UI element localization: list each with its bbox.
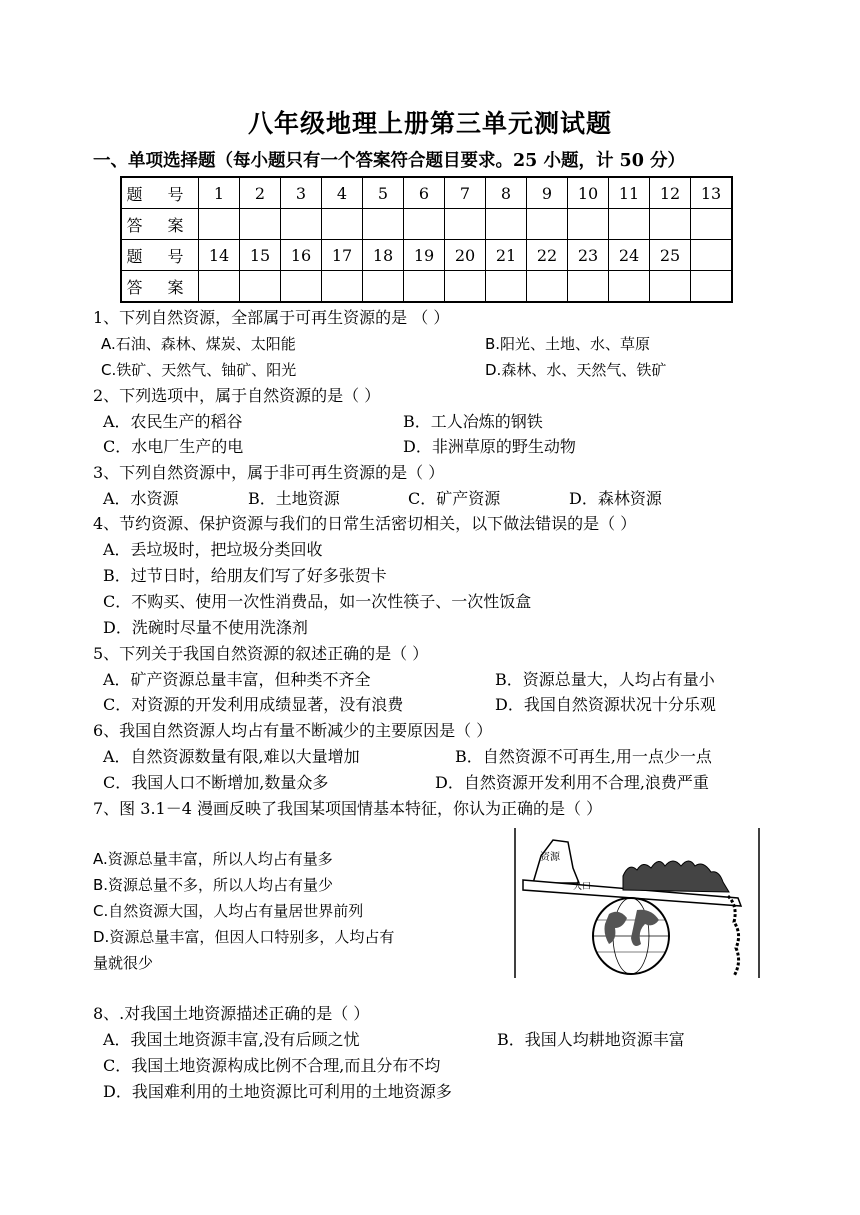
page-title: 八年级地理上册第三单元测试题 xyxy=(247,109,612,138)
answer-cell[interactable] xyxy=(650,209,691,240)
question-number-cell: 11 xyxy=(609,177,650,209)
section-heading: 一、单项选择题（每小题只有一个答案符合题目要求。25 小题，计 50 分） xyxy=(93,151,685,171)
question-5-stem: 5、下列关于我国自然资源的叙述正确的是（ ） xyxy=(93,644,429,663)
question-2-option-d: D．非洲草原的野生动物 xyxy=(403,437,576,456)
question-3-option-a: A．水资源 xyxy=(103,489,179,508)
question-3-option-c: C．矿产资源 xyxy=(408,489,501,508)
question-number-cell: 7 xyxy=(445,177,486,209)
question-number-cell: 14 xyxy=(199,240,240,271)
question-8-option-d: D．我国难利用的土地资源比可利用的土地资源多 xyxy=(103,1082,452,1101)
question-number-cell: 15 xyxy=(240,240,281,271)
question-number-cell: 8 xyxy=(486,177,527,209)
table-row xyxy=(121,240,732,271)
question-number-cell: 19 xyxy=(404,240,445,271)
answer-cell[interactable] xyxy=(322,271,363,303)
question-7-option-a: A.资源总量丰富，所以人均占有量多 xyxy=(93,850,333,868)
question-number-cell: 20 xyxy=(445,240,486,271)
answer-cell[interactable] xyxy=(281,271,322,303)
answer-cell[interactable] xyxy=(691,209,733,240)
question-2-stem: 2、下列选项中，属于自然资源的是（ ） xyxy=(93,386,381,405)
answer-cell[interactable] xyxy=(240,271,281,303)
question-2-option-b: B．工人冶炼的钢铁 xyxy=(403,412,543,431)
question-5-option-b: B．资源总量大，人均占有量小 xyxy=(495,670,715,689)
answer-cell[interactable] xyxy=(363,209,404,240)
question-number-cell: 25 xyxy=(650,240,691,271)
question-1-stem: 1、下列自然资源，全部属于可再生资源的是 （ ） xyxy=(93,308,450,327)
answer-cell[interactable] xyxy=(322,209,363,240)
question-number-cell: 12 xyxy=(650,177,691,209)
answer-cell[interactable] xyxy=(281,209,322,240)
question-6-option-b: B．自然资源不可再生,用一点少一点 xyxy=(455,747,712,766)
question-7-option-d-continued: 量就很少 xyxy=(93,954,154,972)
answer-cell[interactable] xyxy=(240,209,281,240)
question-number-cell: 21 xyxy=(486,240,527,271)
answer-cell[interactable] xyxy=(691,271,733,303)
answer-cell[interactable] xyxy=(199,209,240,240)
question-6-option-a: A．自然资源数量有限,难以大量增加 xyxy=(103,747,360,766)
answer-cell[interactable] xyxy=(568,271,609,303)
table-row xyxy=(121,271,732,303)
answer-cell[interactable] xyxy=(404,271,445,303)
question-number-cell: 6 xyxy=(404,177,445,209)
crowd-of-people xyxy=(623,861,729,892)
question-6-stem: 6、我国自然资源人均占有量不断减少的主要原因是（ ） xyxy=(93,721,493,740)
question-number-cell: 5 xyxy=(363,177,404,209)
question-6-option-d: D．自然资源开发利用不合理,浪费严重 xyxy=(435,773,709,792)
question-number-cell: 18 xyxy=(363,240,404,271)
rock-label: 资源 xyxy=(540,852,560,863)
answer-cell[interactable] xyxy=(527,209,568,240)
row-label: 题 号 xyxy=(121,177,199,209)
question-4-stem: 4、节约资源、保护资源与我们的日常生活密切相关，以下做法错误的是（ ） xyxy=(93,514,637,533)
question-2-option-c: C．水电厂生产的电 xyxy=(103,437,244,456)
question-number-cell: 1 xyxy=(199,177,240,209)
question-7-option-b: B.资源总量不多，所以人均占有量少 xyxy=(93,876,334,894)
table-row xyxy=(121,177,732,209)
question-number-cell: 10 xyxy=(568,177,609,209)
people-falling xyxy=(728,896,739,976)
question-8-option-b: B．我国人均耕地资源丰富 xyxy=(497,1030,685,1049)
question-8-stem: 8、.对我国土地资源描述正确的是（ ） xyxy=(93,1004,370,1023)
question-1-option-c: C.铁矿、天然气、铀矿、阳光 xyxy=(101,361,297,379)
question-number-cell: 24 xyxy=(609,240,650,271)
answer-cell[interactable] xyxy=(363,271,404,303)
question-number-cell: 16 xyxy=(281,240,322,271)
question-number-cell: 17 xyxy=(322,240,363,271)
answer-cell[interactable] xyxy=(486,271,527,303)
question-number-cell: 4 xyxy=(322,177,363,209)
answer-cell[interactable] xyxy=(527,271,568,303)
question-5-option-d: D．我国自然资源状况十分乐观 xyxy=(495,695,716,714)
question-number-cell: 23 xyxy=(568,240,609,271)
answer-cell[interactable] xyxy=(609,271,650,303)
resource-population-cartoon xyxy=(513,828,761,978)
question-number-cell: 13 xyxy=(691,177,733,209)
row-label: 答 案 xyxy=(121,271,199,303)
question-number-cell xyxy=(691,240,733,271)
row-label: 题 号 xyxy=(121,240,199,271)
question-number-cell: 2 xyxy=(240,177,281,209)
question-4-option-b: B．过节日时，给朋友们写了好多张贺卡 xyxy=(103,566,387,585)
question-number-cell: 3 xyxy=(281,177,322,209)
answer-cell[interactable] xyxy=(486,209,527,240)
question-3-stem: 3、下列自然资源中，属于非可再生资源的是（ ） xyxy=(93,463,445,482)
answer-cell[interactable] xyxy=(199,271,240,303)
question-number-cell: 22 xyxy=(527,240,568,271)
question-6-option-c: C．我国人口不断增加,数量众多 xyxy=(103,773,329,792)
question-4-option-d: D．洗碗时尽量不使用洗涤剂 xyxy=(103,618,308,637)
question-7-stem: 7、图 3.1－4 漫画反映了我国某项国情基本特征，你认为正确的是（ ） xyxy=(93,799,603,818)
answer-cell[interactable] xyxy=(404,209,445,240)
answer-cell[interactable] xyxy=(445,209,486,240)
question-2-option-a: A．农民生产的稻谷 xyxy=(103,412,243,431)
question-3-option-b: B．土地资源 xyxy=(248,489,340,508)
question-1-option-a: A.石油、森林、煤炭、太阳能 xyxy=(101,335,296,353)
question-8-option-a: A．我国土地资源丰富,没有后顾之忧 xyxy=(103,1030,360,1049)
question-5-option-a: A．矿产资源总量丰富，但种类不齐全 xyxy=(103,670,371,689)
answer-cell[interactable] xyxy=(650,271,691,303)
answer-table xyxy=(120,176,733,303)
question-7-option-c: C.自然资源大国，人均占有量居世界前列 xyxy=(93,902,364,920)
question-8-option-c: C．我国土地资源构成比例不合理,而且分布不均 xyxy=(103,1056,441,1075)
question-number-cell: 9 xyxy=(527,177,568,209)
question-3-option-d: D．森林资源 xyxy=(569,489,662,508)
row-label: 答 案 xyxy=(121,209,199,240)
answer-cell[interactable] xyxy=(568,209,609,240)
question-1-option-d: D.森林、水、天然气、铁矿 xyxy=(485,361,667,379)
answer-cell[interactable] xyxy=(445,271,486,303)
plank-label: 人口 xyxy=(573,882,592,892)
question-5-option-c: C．对资源的开发利用成绩显著，没有浪费 xyxy=(103,695,404,714)
table-row xyxy=(121,209,732,240)
answer-cell[interactable] xyxy=(609,209,650,240)
question-7-option-d: D.资源总量丰富，但因人口特别多，人均占有 xyxy=(93,928,395,946)
question-4-option-a: A．丢垃圾时，把垃圾分类回收 xyxy=(103,540,323,559)
question-1-option-b: B.阳光、土地、水、草原 xyxy=(485,335,651,353)
question-4-option-c: C．不购买、使用一次性消费品，如一次性筷子、一次性饭盒 xyxy=(103,592,532,611)
